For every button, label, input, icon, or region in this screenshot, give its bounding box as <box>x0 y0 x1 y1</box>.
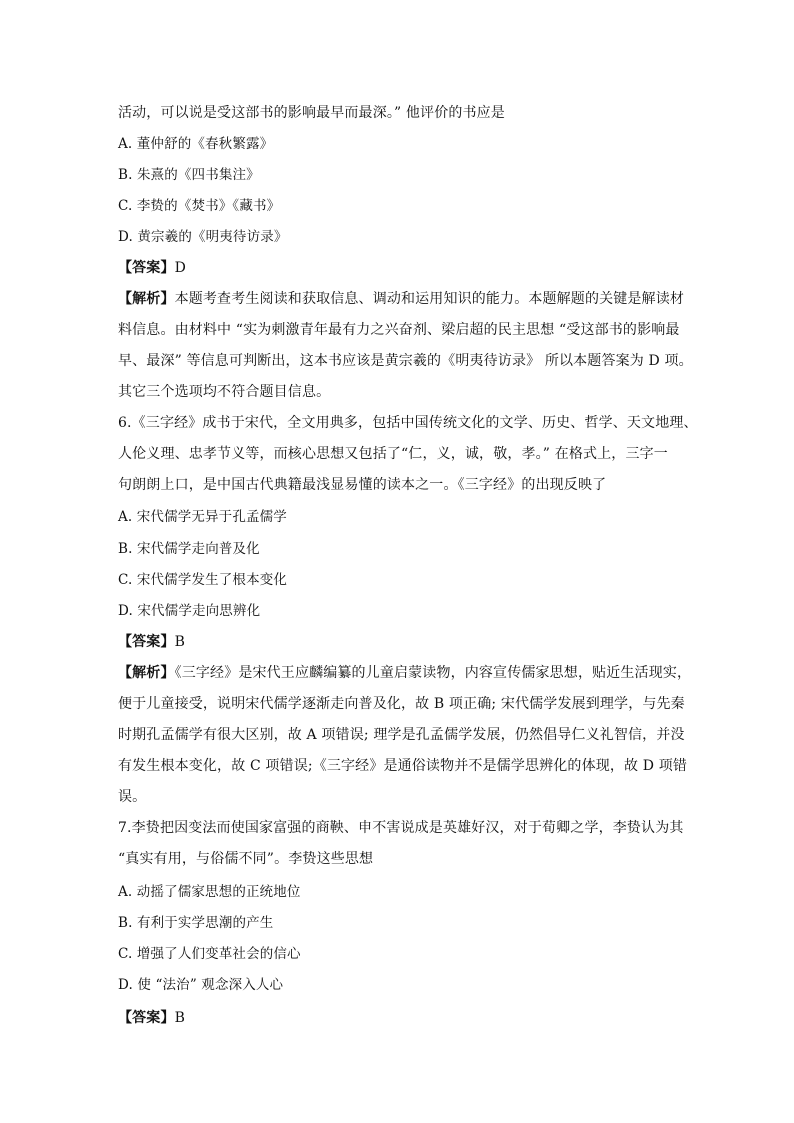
q6-analysis-line-5: 误。 <box>118 789 147 805</box>
q7-option-c: C. 增强了人们变革社会的信心 <box>118 946 301 962</box>
q7-stem-line-2: “真实有用，与俗儒不同”。李贽这些思想 <box>118 851 374 867</box>
q6-answer-value: B <box>174 634 186 650</box>
q6-analysis-text-1: 《三字经》是宋代王应麟编纂的儿童启蒙读物，内容宣传儒家思想，贴近生活现实， <box>174 665 692 681</box>
q6-answer <box>118 633 678 651</box>
q5-option-b: B. 朱熹的《四书集注》 <box>118 167 260 183</box>
q5-analysis-line-2: 料信息。由材料中 “实为刺激青年最有力之兴奋剂、梁启超的民主思想 “受这部书的影响最 <box>118 322 680 338</box>
q7-option-d: D. 使 “法治” 观念深入人心 <box>118 977 284 993</box>
q6-option-a: A. 宋代儒学无异于孔孟儒学 <box>118 509 287 525</box>
q5-stem-tail: 活动，可以说是受这部书的影响最早而最深。” 他评价的书应是 <box>118 105 505 121</box>
q5-answer-label: 【答案】 <box>118 260 175 276</box>
q7-stem-line-1: 7.李贽把因变法而使国家富强的商鞅、申不害说成是英雄好汉，对于荀卿之学，李贽认为其 <box>118 820 684 836</box>
q5-analysis-line-4: 其它三个选项均不符合题目信息。 <box>118 384 331 400</box>
q5-answer <box>118 259 678 277</box>
q7-answer-label: 【答案】 <box>118 1010 175 1026</box>
q5-option-d: D. 黄宗羲的《明夷待访录》 <box>118 229 288 245</box>
q7-answer-value: B <box>174 1010 186 1026</box>
q6-stem-line-1: 6.《三字经》成书于宋代，全文用典多，包括中国传统文化的文学、历史、哲学、天文地理、 <box>118 415 698 431</box>
q6-option-c: C. 宋代儒学发生了根本变化 <box>118 572 288 588</box>
q5-option-c: C. 李贽的《焚书》《藏书》 <box>118 198 281 214</box>
q7-option-a: A. 动摇了儒家思想的正统地位 <box>118 884 301 900</box>
q6-analysis-label: 【解析】 <box>118 665 175 681</box>
q6-stem-line-3: 句朗朗上口，是中国古代典籍最浅显易懂的读本之一。《三字经》的出现反映了 <box>118 477 607 493</box>
q6-answer-label: 【答案】 <box>118 634 175 650</box>
q5-analysis-line-1 <box>118 290 685 308</box>
q5-analysis-line-3: 早、最深” 等信息可判断出，这本书应该是黄宗羲的《明夷待访录》 所以本题答案为 D 项。 <box>118 353 693 369</box>
q6-stem-line-2: 人伦义理、忠孝节义等，而核心思想又包括了“仁，义，诚，敬，孝。” 在格式上，三字一 <box>118 446 668 462</box>
q6-analysis-line-4: 有发生根本变化，故 C 项错误;《三字经》是通俗读物并不是儒学思辨化的体现，故 D 项错 <box>118 758 688 774</box>
q5-answer-value: D <box>174 260 186 276</box>
q7-option-b: B. 有利于实学思潮的产生 <box>118 915 274 931</box>
q6-option-d: D. 宋代儒学走向思辨化 <box>118 603 261 619</box>
q6-analysis-line-1 <box>118 664 692 682</box>
q6-analysis-line-2: 便于儿童接受，说明宋代儒学逐渐走向普及化，故 B 项正确; 宋代儒学发展到理学，与先秦 <box>118 696 685 712</box>
q5-analysis-label: 【解析】 <box>118 291 175 307</box>
q5-analysis-text-1: 本题考查考生阅读和获取信息、调动和运用知识的能力。本题解题的关键是解读材 <box>174 291 685 307</box>
q7-answer <box>118 1009 678 1027</box>
q5-option-a: A. 董仲舒的《春秋繁露》 <box>118 136 274 152</box>
q6-option-b: B. 宋代儒学走向普及化 <box>118 541 260 557</box>
q6-analysis-line-3: 时期孔孟儒学有很大区别，故 A 项错误; 理学是孔孟儒学发展，仍然倡导仁义礼智信，并没 <box>118 727 685 743</box>
